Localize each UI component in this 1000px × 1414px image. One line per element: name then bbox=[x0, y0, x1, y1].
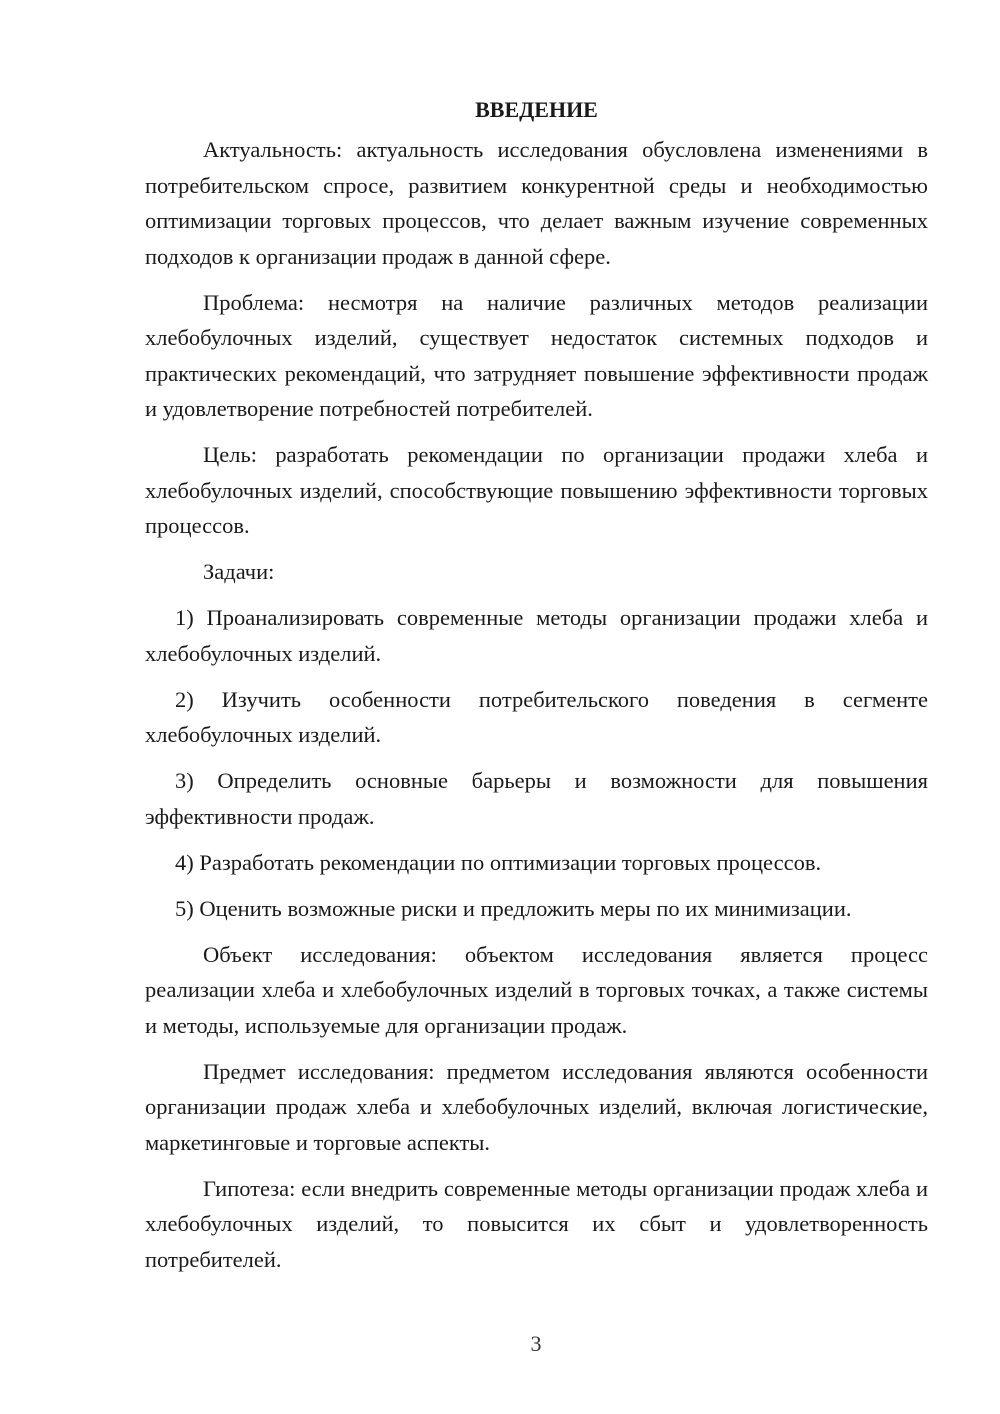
page-title: ВВЕДЕНИЕ bbox=[475, 97, 598, 122]
paragraph-problem: Проблема: несмотря на наличие различных методов реализации хлебобулочных изделий, существует недостаток системных подходов и практических рекомендаций, что затрудняет повышение эффективности продаж и удовлетворение потребностей потребителей. bbox=[145, 289, 928, 421]
task-item-1: 1) Проанализировать современные методы организации продажи хлеба и хлебобулочных изделий. bbox=[145, 605, 928, 666]
paragraph-hypothesis: Гипотеза: если внедрить современные методы организации продаж хлеба и хлебобулочных изделий, то повысится их сбыт и удовлетворенность потребителей. bbox=[145, 1175, 928, 1272]
paragraph-goal: Цель: разработать рекомендации по организации продажи хлеба и хлебобулочных изделий, способствующие повышению эффективности торговых процессов. bbox=[145, 442, 928, 538]
task-item-5: 5) Оценить возможные риски и предложить меры по их минимизации. bbox=[175, 895, 852, 921]
task-item-4: 4) Разработать рекомендации по оптимизации торговых процессов. bbox=[175, 849, 822, 875]
paragraph-object: Объект исследования: объектом исследования является процесс реализации хлеба и хлебобулочных изделий в торговых точках, а также системы и методы, используемые для организации продаж. bbox=[145, 941, 928, 1038]
document-page bbox=[145, 92, 928, 1288]
paragraph-relevance: Актуальность: актуальность исследования обусловлена изменениями в потребительском спросе, развитием конкурентной среды и необходимостью оптимизации торговых процессов, что делает важным изучение современных подходов к организации продаж в данной сфере. bbox=[145, 137, 928, 269]
task-item-3: 3) Определить основные барьеры и возможности для повышения эффективности продаж. bbox=[145, 768, 928, 829]
paragraph-subject: Предмет исследования: предметом исследования являются особенности организации продаж хлеба и хлебобулочных изделий, включая логистические, маркетинговые и торговые аспекты. bbox=[145, 1058, 928, 1155]
task-item-2: 2) Изучить особенности потребительского поведения в сегменте хлебобулочных изделий. bbox=[145, 686, 928, 747]
tasks-list bbox=[145, 600, 928, 926]
page-number: 3 bbox=[530, 1331, 542, 1356]
tasks-heading: Задачи: bbox=[203, 559, 275, 584]
